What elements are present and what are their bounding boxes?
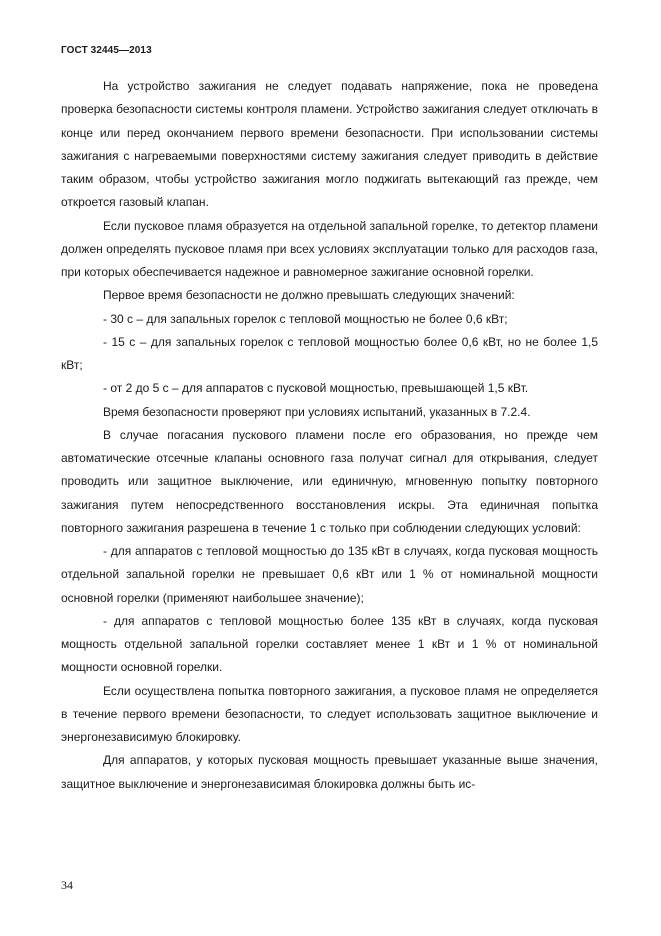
document-body bbox=[61, 75, 598, 796]
list-item-2-5s: - от 2 до 5 с – для аппаратов с пусковой мощностью, превышающей 1,5 кВт. bbox=[103, 381, 529, 396]
list-item-30s: - 30 с – для запальных горелок с тепловой мощностью не более 0,6 кВт; bbox=[103, 311, 508, 326]
paragraph-ignition-voltage: На устройство зажигания не следует подавать напряжение, пока не проведена проверка безопасности системы контроля пламени. Устройство зажигания следует отключать в конце или перед окончанием первого времени безопасности. При использовании системы зажигания с нагреваемыми поверхностями систему зажигания следует приводить в действие таким образом, чтобы устройство зажигания могло поджигать вытекающий газ прежде, чем откроется газовый клапан. bbox=[61, 79, 598, 210]
document-header: ГОСТ 32445—2013 bbox=[61, 45, 152, 56]
list-item-over-135kw: - для аппаратов с тепловой мощностью более 135 кВт в случаях, когда пусковая мощность отдельной запальной горелки составляет менее 1 кВт и 1 % от номинальной мощности основной горелки. bbox=[61, 613, 598, 675]
list-item-up-to-135kw: - для аппаратов с тепловой мощностью до 135 кВт в случаях, когда пусковая мощность отдельной запальной горелки не превышает 0,6 кВт или 1 % от номинальной мощности основной горелки (применяют наибольшее значение); bbox=[61, 544, 598, 605]
paragraph-safety-time-check: Время безопасности проверяют при условиях испытаний, указанных в 7.2.4. bbox=[103, 404, 531, 419]
page-number: 34 bbox=[61, 878, 73, 892]
paragraph-first-safety-time: Первое время безопасности не должно превышать следующих значений: bbox=[103, 288, 515, 303]
paragraph-pilot-flame-detector: Если пусковое пламя образуется на отдельной запальной горелке, то детектор пламени должен определять пусковое пламя при всех условиях эксплуатации только для расходов газа, при которых обеспечивается надежное и равномерное зажигание основной горелки. bbox=[61, 218, 598, 279]
list-item-15s: - 15 с – для запальных горелок с тепловой мощностью более 0,6 кВт, но не более 1,5 кВт; bbox=[61, 334, 598, 372]
paragraph-higher-start-power: Для аппаратов, у которых пусковая мощность превышает указанные выше значения, защитное выключение и энергонезависимая блокировка должны быть ис- bbox=[61, 753, 598, 791]
paragraph-reignition-attempt: Если осуществлена попытка повторного зажигания, а пусковое пламя не определяется в течение первого времени безопасности, то следует использовать защитное выключение и энергонезависимую блокировку. bbox=[61, 683, 598, 744]
paragraph-flame-loss: В случае погасания пускового пламени после его образования, но прежде чем автоматические отсечные клапаны основного газа получат сигнал для открывания, следует проводить или защитное выключение, или единичную, мгновенную попытку повторного зажигания путем непосредственного восстановления искры. Эта единичная попытка повторного зажигания разрешена в течение 1 с только при соблюдении следующих условий: bbox=[61, 427, 598, 535]
